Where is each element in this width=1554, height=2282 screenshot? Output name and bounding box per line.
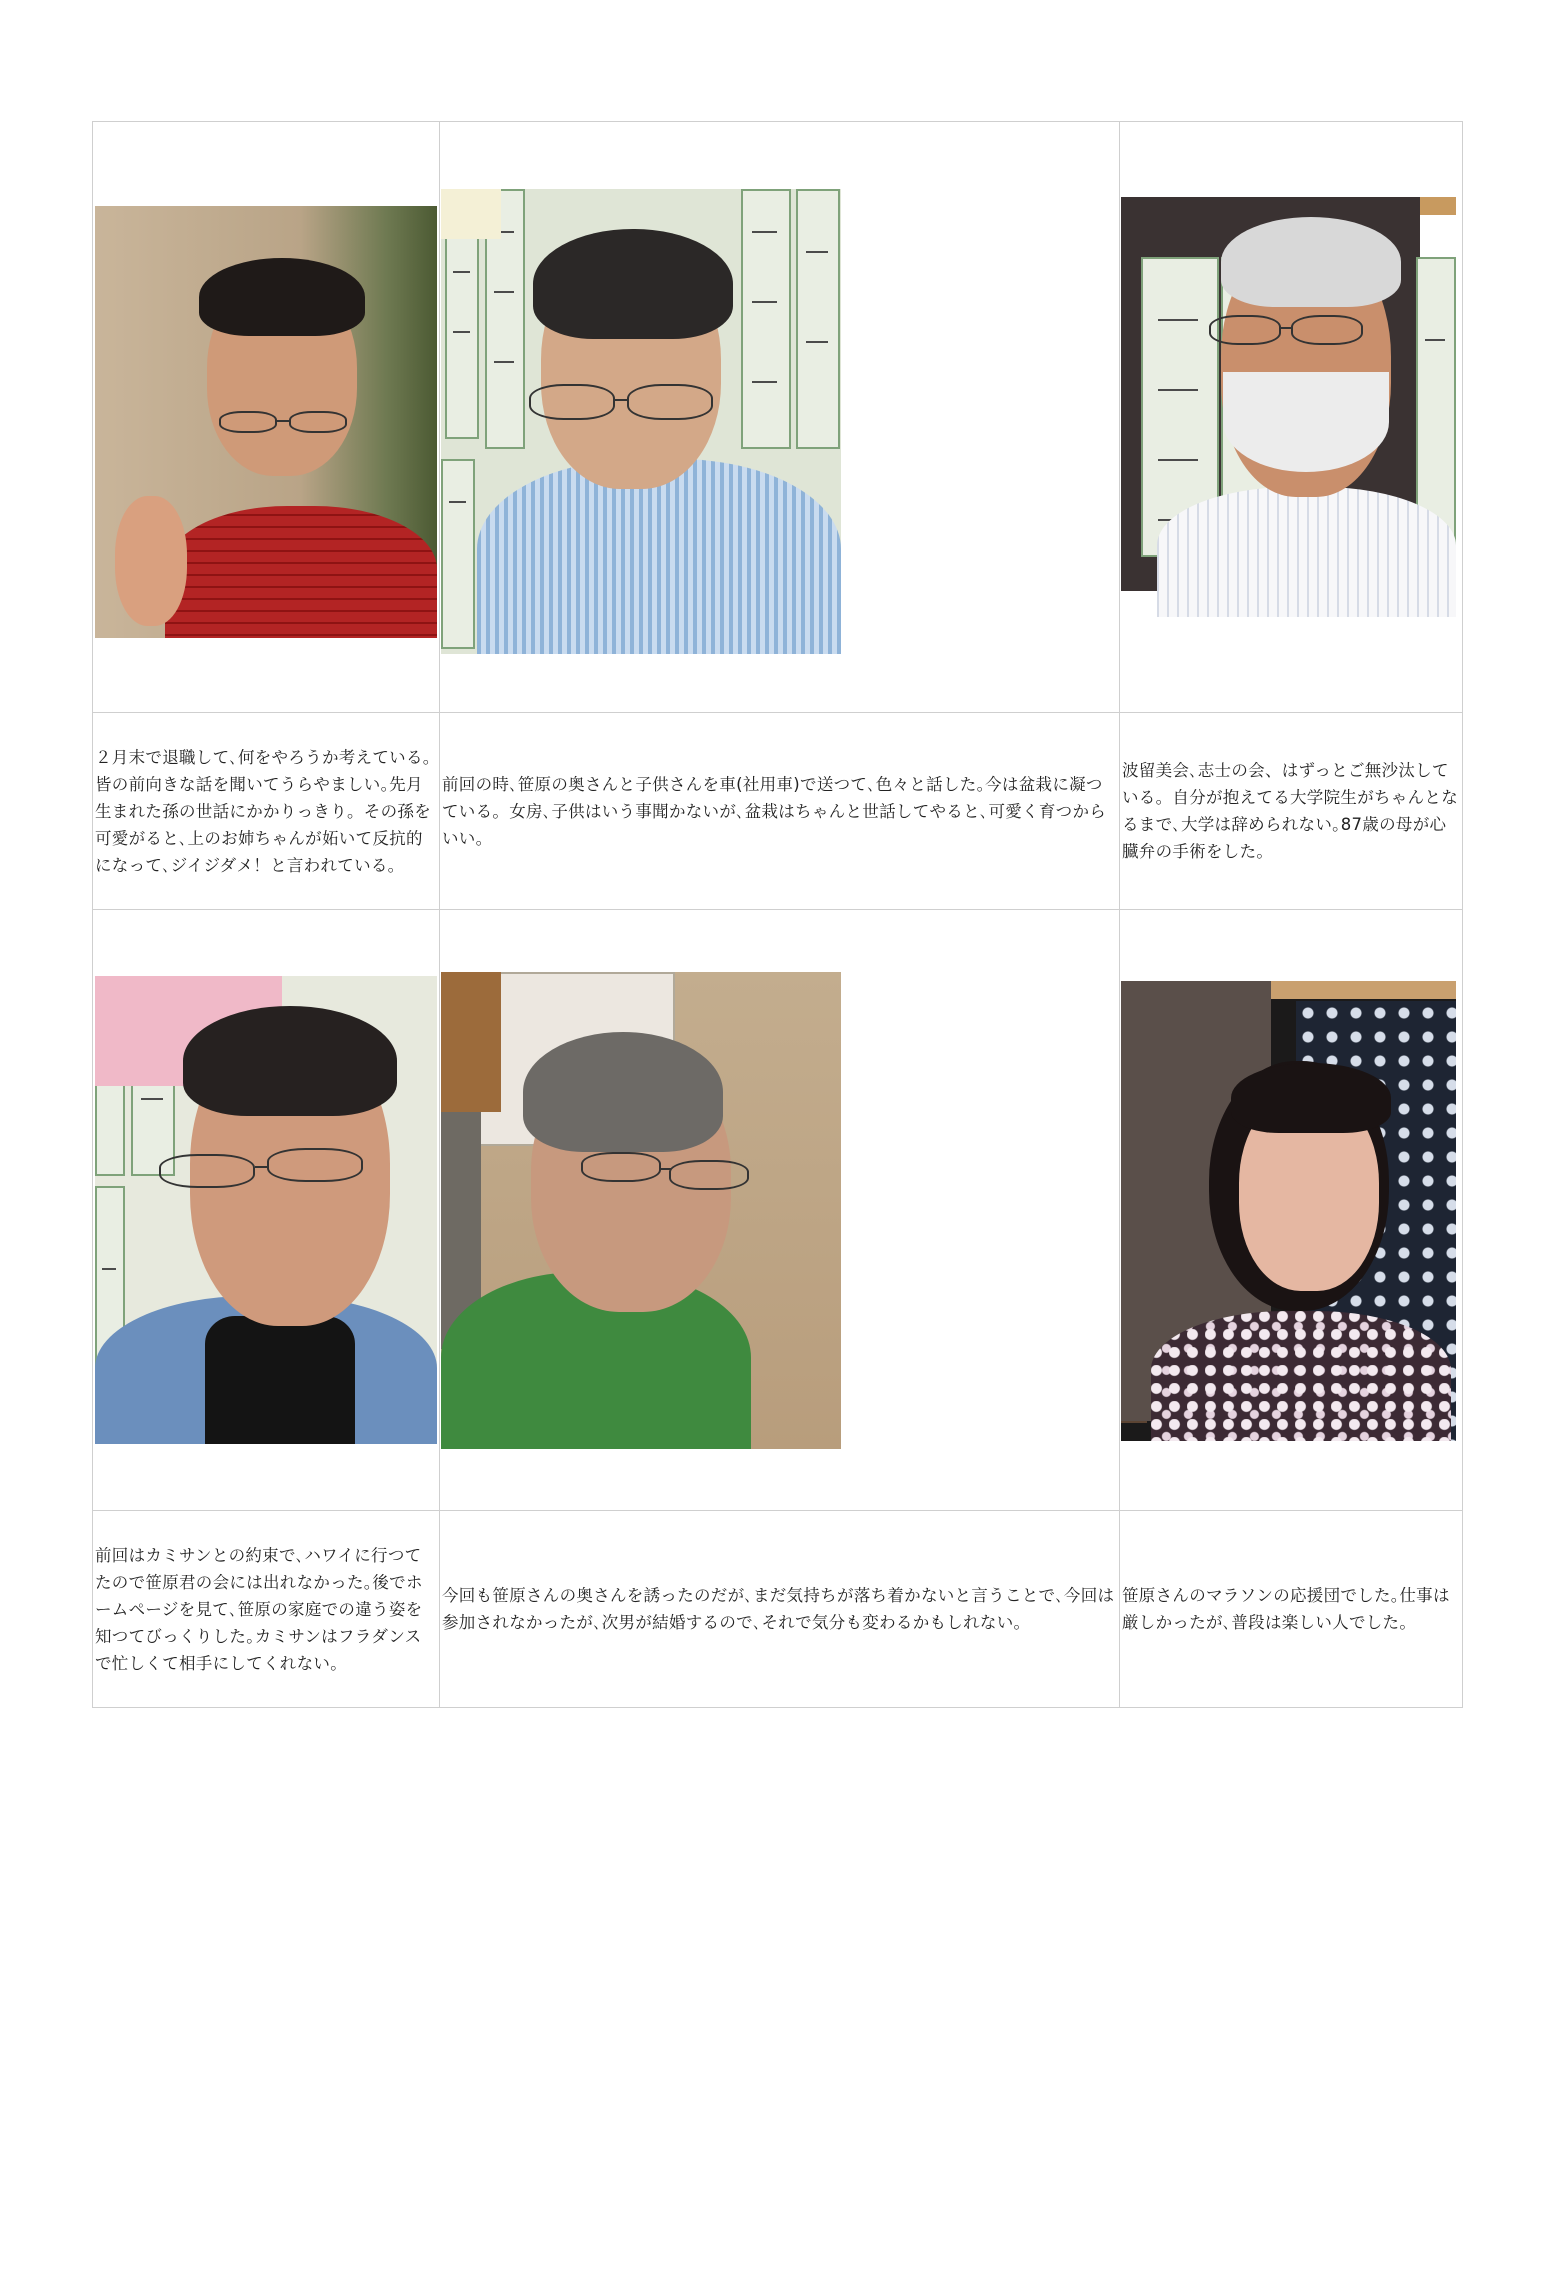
photo-row-1: [93, 122, 1463, 713]
portrait-photo: [1121, 197, 1456, 617]
photo-table: [92, 121, 1463, 1708]
caption-text: 今回も笹原さんの奥さんを誘ったのだが､まだ気持ちが落ち着かないと言うことで､今回は参加されなかったが､次男が結婚するので､それで気分も変わるかもしれない。: [442, 1586, 1115, 1632]
portrait-photo: [441, 972, 841, 1449]
caption-cell: [93, 1511, 440, 1708]
caption-cell: [1120, 1511, 1463, 1708]
caption-row-1: [93, 713, 1463, 910]
portrait-photo: [95, 976, 437, 1444]
caption-row-2: [93, 1511, 1463, 1708]
portrait-photo: [1121, 981, 1456, 1441]
caption-cell: [1120, 713, 1463, 910]
photo-row-2: [93, 910, 1463, 1511]
photo-cell: [440, 910, 1120, 1511]
portrait-photo: [95, 206, 437, 638]
caption-text: ２月末で退職して､何をやろうか考えている｡皆の前向きな話を聞いてうらやましい｡先月生まれた孫の世話にかかりっきり。その孫を可愛がると､上のお姉ちゃんが妬いて反抗的になって､ジイジダメ！と言われている。: [95, 747, 432, 875]
photo-cell: [1120, 910, 1463, 1511]
caption-cell: [440, 713, 1120, 910]
photo-caption-grid: [92, 121, 1462, 1708]
portrait-photo: [441, 189, 841, 654]
photo-cell: [1120, 122, 1463, 713]
caption-text: 前回はカミサンとの約束で､ハワイに行つてたので笹原君の会には出れなかった｡後でホームページを見て､笹原の家庭での違う姿を知つてびっくりした｡カミサンはフラダンスで忙しくて相手にしてくれない。: [95, 1545, 423, 1673]
photo-cell: [93, 122, 440, 713]
caption-cell: [440, 1511, 1120, 1708]
caption-text: 波留美会､志士の会、はずっとご無沙汰している。自分が抱えてる大学院生がちゃんとなるまで､大学は辞められない｡87歳の母が心臓弁の手術をした。: [1122, 761, 1458, 861]
photo-cell: [93, 910, 440, 1511]
caption-text: 笹原さんのマラソンの応援団でした｡仕事は厳しかったが､普段は楽しい人でした。: [1122, 1586, 1450, 1632]
photo-cell: [440, 122, 1120, 713]
caption-cell: [93, 713, 440, 910]
caption-text: 前回の時､笹原の奥さんと子供さんを車(社用車)で送つて､色々と話した｡今は盆栽に凝つている。女房､子供はいう事聞かないが､盆栽はちゃんと世話してやると､可愛く育つからいい。: [442, 774, 1107, 848]
